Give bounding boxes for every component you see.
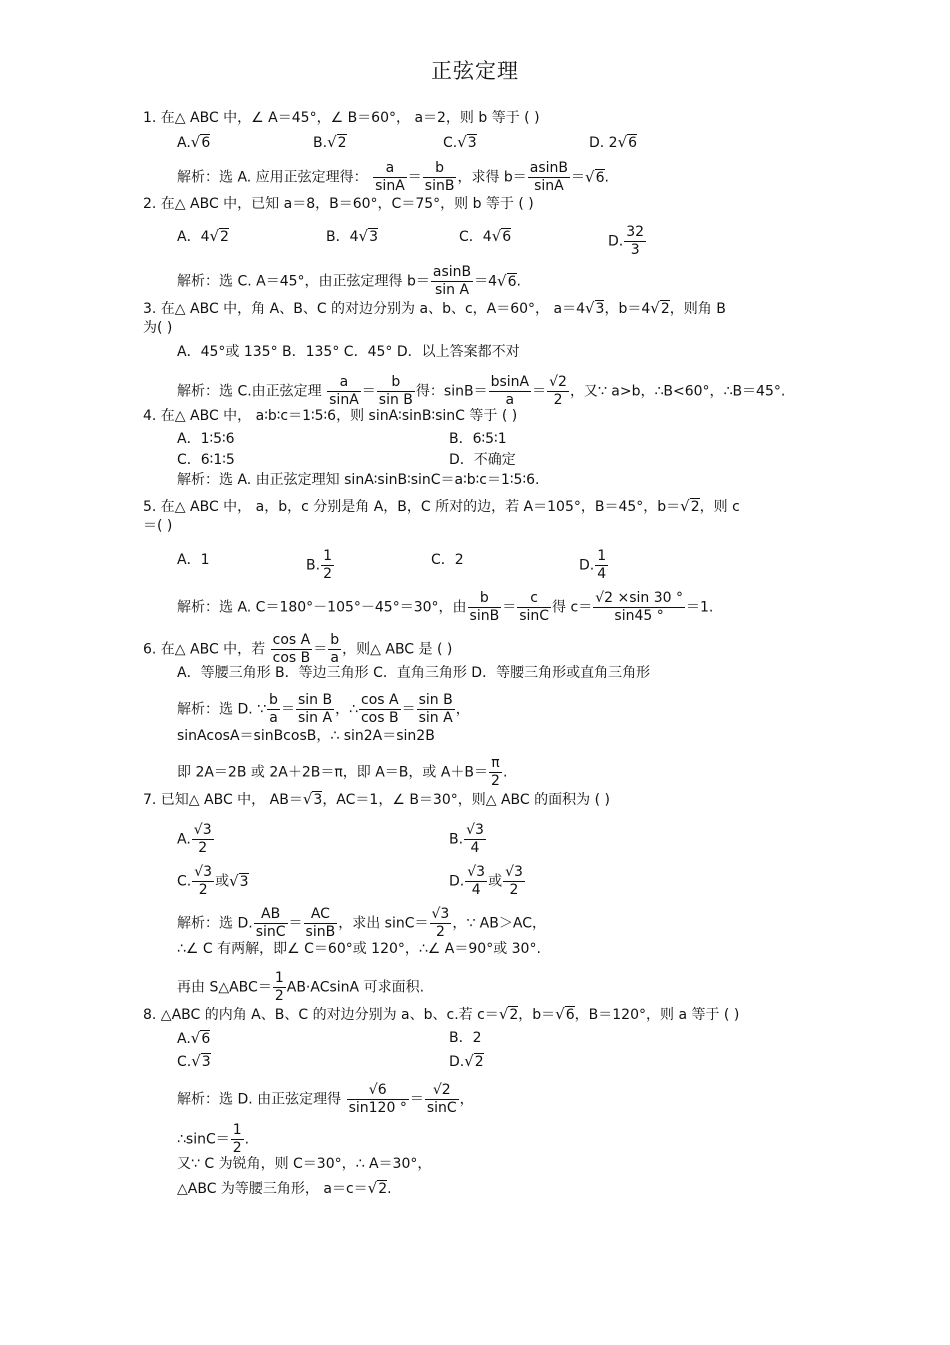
radicand: 6 [201,1031,211,1047]
fraction-numerator: 1 [274,970,284,986]
radical-sign-icon: √ [585,167,595,186]
square-root [209,226,228,247]
radical-sign-icon: √ [617,133,628,151]
fraction [192,822,214,857]
text-run: C．6∶1∶5 [177,452,235,468]
line [449,1028,482,1048]
fraction [254,906,288,941]
text-run: 4. 在△ ABC 中， a∶b∶c＝1∶5∶6，则 sinA∶sinB∶sinC 等于 ( ) [143,408,518,424]
radical-sign-icon: √ [229,871,239,890]
fraction-denominator: sinA [375,178,405,194]
fraction [465,864,487,899]
text-run: 8. △ABC 的内角 A、B、C 的对边分别为 a、b、c.若 c＝ [143,1007,499,1023]
text-run: 5. 在△ ABC 中， a，b，c 分别是角 A，B，C 所对的边，若 A＝105°，B＝45°，b＝ [143,499,681,515]
fraction [468,590,502,625]
radical-sign-icon: √ [497,271,507,290]
text-run: ＝ [532,383,547,400]
line [143,789,610,810]
fraction-denominator: sinC [519,608,550,624]
text-run: 解析：选 D. [177,915,253,932]
line [449,429,507,449]
text-run: ∴sinC＝ [177,1131,230,1148]
fraction [304,906,338,941]
text-run: C. [177,873,192,890]
line [143,1004,739,1025]
text-run: ＝ [280,701,295,718]
line [177,692,470,727]
fraction [528,160,570,195]
text-run: D. [449,1054,465,1070]
radical-sign-icon: √ [457,133,467,151]
radicand: 3 [467,135,477,151]
text-run: ＝ [288,915,303,932]
text-run: sinAcosA＝sinBcosB，∴ sin2A＝sin2B [177,728,435,744]
text-run: D. 2 [589,135,618,151]
fraction [503,864,525,899]
line [143,406,517,426]
line [449,1051,484,1072]
line [177,939,541,959]
line [177,450,235,470]
line [177,970,424,1005]
text-run: ＝ [409,1091,424,1108]
text-run: ，则角 B [669,301,726,317]
radical-sign-icon: √ [555,1005,565,1023]
text-run: A．1 [177,552,210,568]
square-root [555,1004,574,1025]
line [589,132,637,153]
line [177,160,609,195]
radicand: 2 [690,499,700,515]
line [177,264,521,299]
fraction-denominator: 2 [232,1140,242,1156]
text-run: B. [306,557,321,574]
radical-sign-icon: √ [498,1005,509,1023]
fraction-denominator: sinC [255,924,286,940]
text-run: ＝ [401,701,416,718]
fraction [267,692,280,727]
text-run: 或 [215,873,230,890]
text-run: 即 2A＝2B 或 2A＋2B＝π，即 A＝B，或 A＋B＝ [177,764,489,781]
square-root [229,871,248,892]
text-run: ＝ [361,383,376,400]
fraction-numerator: a [373,160,407,178]
square-root [303,789,322,810]
text-run: D. [449,873,465,890]
fraction-numerator: √3 [193,822,212,838]
text-run: 解析：选 C. A＝45°，由正弦定理得 b＝ [177,273,430,290]
fraction-numerator: √2 [425,1082,459,1100]
text-run: 1. 在△ ABC 中，∠ A＝45°，∠ B＝60°， a＝2，则 b 等于 ( ) [143,110,540,126]
square-root [191,1051,210,1072]
fraction-numerator: 1 [323,548,332,564]
fraction-numerator: b [330,632,340,648]
fraction-denominator: 2 [435,924,445,940]
line [143,496,740,517]
text-run: 得：sinB＝ [415,383,488,400]
fraction-denominator: a [505,392,515,408]
fraction [271,632,313,667]
line [177,663,650,683]
line [443,132,477,153]
text-run: A．45°或 135° B．135° C．45° D．以上答案都不对 [177,344,520,360]
text-run: D. [608,233,624,250]
text-run: 解析：选 A. 应用正弦定理得： [177,169,373,186]
radical-sign-icon: √ [680,497,690,515]
fraction-numerator: 1 [597,548,607,564]
line [459,226,511,247]
line [177,132,210,153]
line [143,632,452,667]
fraction-denominator: 3 [630,242,640,258]
fraction-numerator: √3 [194,864,213,880]
text-run: B．2 [449,1030,482,1046]
fraction-numerator: √3 [431,906,450,922]
text-run: ，∴ [335,701,358,718]
line [177,755,507,790]
text-run: ＝ [407,169,422,186]
text-run: B. [313,135,328,151]
text-run: ，∵ AB＞AC， [452,915,546,932]
fraction [347,1082,409,1117]
text-run: 7. 已知△ ABC 中， AB＝ [143,792,303,808]
line [177,726,435,746]
text-run: ，B＝120°，则 a 等于 ( ) [574,1007,740,1023]
fraction-numerator: a [327,374,361,392]
text-run: 又∵ C 为锐角，则 C＝30°，∴ A＝30°， [177,1156,432,1172]
fraction-denominator: 2 [323,566,332,582]
line [177,822,215,857]
fraction-denominator: a [330,650,339,666]
line [608,224,647,259]
text-run: ， [455,701,470,718]
fraction-denominator: 2 [198,840,208,856]
line [177,374,785,409]
fraction-numerator: √2 [549,374,567,390]
line [177,470,539,490]
fraction-denominator: 2 [491,773,500,789]
radicand: 6 [507,273,517,290]
text-run: B. [449,831,464,848]
fraction [377,374,415,409]
text-run: . [604,169,609,186]
radicand: 6 [201,135,211,151]
fraction [431,264,473,299]
radical-sign-icon: √ [327,133,337,151]
fraction [489,374,532,409]
text-run: A．等腰三角形 B．等边三角形 C．直角三角形 D．等腰三角形或直角三角形 [177,665,651,681]
line [143,108,540,128]
radicand: 6 [595,169,605,186]
square-root [191,1028,210,1049]
line [177,1028,210,1049]
fraction-numerator: sin B [297,692,333,708]
square-root [368,1178,387,1199]
text-run: 再由 S△ABC＝ [177,979,272,996]
fraction-denominator: 2 [553,392,563,408]
text-run: B．4 [326,229,359,245]
fraction-denominator: sin45 ° [614,608,664,624]
line [449,822,487,857]
fraction [417,692,455,727]
fraction-numerator: AB [254,906,288,924]
fraction-denominator: sinB [424,178,455,194]
radicand: 2 [660,301,670,317]
line [143,298,726,319]
fraction-denominator: sinB [469,608,500,624]
radical-sign-icon: √ [491,227,502,245]
fraction [547,374,569,409]
fraction [328,632,341,667]
radicand: 3 [239,873,249,890]
text-run: C．2 [431,552,464,568]
line [431,550,464,570]
text-run: B．6∶5∶1 [449,431,507,447]
text-run: 解析：选 A. C＝180°－105°－45°＝30°，由 [177,599,467,616]
fraction [273,970,286,1005]
fraction-numerator: √3 [467,864,486,880]
text-run: D. [579,557,595,574]
fraction-numerator: 32 [626,224,645,240]
text-run: ＝( ) [143,518,173,534]
text-run: ＝ [571,169,586,186]
text-run: . [387,1181,392,1197]
line [177,1154,431,1174]
page-title: 正弦定理 [431,59,519,83]
text-run: 解析：选 C.由正弦定理 [177,383,327,400]
line [177,226,229,247]
fraction-numerator: 1 [232,1122,242,1138]
fraction-denominator: sin A [418,710,453,726]
text-run: A．4 [177,229,210,245]
line [177,590,713,625]
fraction [359,692,401,727]
text-run: ＝ [502,599,517,616]
fraction-numerator: sin B [418,692,453,708]
fraction-denominator: 4 [471,882,481,898]
radical-sign-icon: √ [650,299,660,317]
fraction-denominator: 4 [597,566,607,582]
radical-sign-icon: √ [302,790,313,808]
square-root [457,132,476,153]
square-root [497,271,516,292]
radical-sign-icon: √ [209,227,220,245]
text-run: C．4 [459,229,492,245]
radicand: 3 [201,1054,211,1070]
fraction-denominator: cos B [272,650,311,666]
radicand: 6 [502,229,512,245]
line [177,1051,211,1072]
text-run: AB·ACsinA 可求面积. [286,979,425,996]
fraction-denominator: cos B [360,710,399,726]
radicand: 2 [337,135,347,151]
text-run: ，则△ ABC 是 ( ) [342,641,453,658]
fraction-denominator: sin120 ° [348,1100,407,1116]
text-run: 3. 在△ ABC 中，角 A、B、C 的对边分别为 a、b、c，A＝60°， a＝4 [143,301,585,317]
radicand: 2 [220,229,229,245]
fraction-numerator: asinB [529,160,569,176]
fraction [296,692,334,727]
square-root [464,1051,483,1072]
square-root [618,132,637,153]
line [143,194,534,214]
radicand: 6 [565,1007,575,1023]
fraction-denominator: sinA [534,178,564,194]
fraction-denominator: a [269,710,278,726]
text-run: ，则 c [699,499,740,515]
line [143,516,172,536]
text-run: A. [177,135,191,151]
text-run: △ABC 为等腰三角形， a＝c＝ [177,1181,368,1197]
line [177,864,249,899]
square-root [359,226,378,247]
line [326,226,378,247]
radicand: 3 [369,229,378,245]
radicand: 2 [509,1007,519,1023]
fraction-numerator: c [517,590,551,608]
fraction-numerator: AC [304,906,338,924]
text-run: C. [443,135,458,151]
fraction-denominator: sin A [297,710,333,726]
fraction-numerator: √2 ×sin 30 ° [595,590,683,606]
line [579,548,609,583]
text-run: A. [177,1031,191,1047]
text-run: A．1∶5∶6 [177,431,235,447]
text-run: 得 c＝ [552,599,593,616]
radical-sign-icon: √ [464,1052,474,1070]
line [177,550,209,570]
fraction-denominator: 2 [274,988,284,1004]
text-run: ，b＝4 [604,301,651,317]
text-run: 或 [488,873,503,890]
fraction [425,1082,459,1117]
line [177,906,546,941]
fraction [373,160,407,195]
text-run: ，求得 b＝ [457,169,527,186]
fraction-numerator: √6 [347,1082,409,1100]
line [177,1082,474,1117]
text-run: ，b＝ [518,1007,556,1023]
line [177,1178,392,1199]
radicand: 2 [474,1054,484,1070]
line [177,429,235,449]
fraction [595,548,608,583]
fraction [423,160,457,195]
radicand: 3 [595,301,605,317]
square-root [492,226,511,247]
line [143,318,172,338]
text-run: 2. 在△ ABC 中，已知 a＝8，B＝60°，C＝75°，则 b 等于 ( ) [143,196,534,212]
line [177,1122,249,1157]
fraction [231,1122,244,1157]
fraction [517,590,551,625]
text-run: . [516,273,521,290]
text-run: 解析：选 A. 由正弦定理知 sinA∶sinB∶sinC＝a∶b∶c＝1∶5∶6. [177,472,540,488]
square-root [191,132,210,153]
fraction [430,906,452,941]
text-run: 为( ) [143,320,173,336]
text-run: A. [177,831,191,848]
square-root [680,496,699,517]
fraction-numerator: π [489,755,502,773]
fraction-denominator: sinA [329,392,359,408]
fraction-numerator: √3 [466,822,484,838]
square-root [585,167,604,188]
fraction-numerator: asinB [432,264,472,280]
square-root [585,298,604,319]
square-root [327,132,346,153]
text-run: ＝4 [474,273,498,290]
line [313,132,347,153]
radicand: 3 [313,792,323,808]
radical-sign-icon: √ [358,227,369,245]
fraction-denominator: 2 [509,882,519,898]
fraction [624,224,646,259]
line [449,864,526,899]
fraction-denominator: sin B [378,392,413,408]
text-run: ＝1. [685,599,714,616]
text-run: 解析：选 D. 由正弦定理得 [177,1091,346,1108]
radicand: 2 [378,1181,388,1197]
line [306,548,335,583]
text-run: . [502,764,508,781]
radical-sign-icon: √ [191,1052,201,1070]
fraction-denominator: sin A [434,282,470,298]
fraction-denominator: 2 [198,882,208,898]
text-run: ＝ [313,641,328,658]
fraction [327,374,361,409]
text-run: ∴∠ C 有两解，即∠ C＝60°或 120°，∴∠ A＝90°或 30°. [177,941,541,957]
fraction-numerator: b [423,160,457,178]
radical-sign-icon: √ [367,1179,378,1197]
radical-sign-icon: √ [584,299,595,317]
fraction [321,548,334,583]
fraction-numerator: cos A [271,632,313,650]
radical-sign-icon: √ [190,133,201,151]
square-root [499,1004,518,1025]
radicand: 6 [628,135,638,151]
fraction-denominator: sinC [426,1100,457,1116]
line [449,450,516,470]
fraction-numerator: √3 [505,864,523,880]
text-run: C. [177,1054,192,1070]
fraction [192,864,214,899]
text-run: D．不确定 [449,452,516,468]
fraction [464,822,486,857]
text-run: ，求出 sinC＝ [338,915,429,932]
fraction-numerator: b [377,374,415,392]
fraction-numerator: b [269,692,278,708]
fraction-numerator: bsinA [490,374,530,390]
text-run: 6. 在△ ABC 中，若 [143,641,270,658]
text-run: ，又∵ a>b，∴B<60°，∴B＝45°. [569,383,786,400]
text-run: ， [459,1091,474,1108]
text-run: . [244,1131,250,1148]
fraction-denominator: sinB [305,924,336,940]
fraction-numerator: cos A [359,692,401,710]
line [177,342,520,362]
fraction-numerator: b [468,590,502,608]
fraction [489,755,502,790]
radical-sign-icon: √ [190,1029,201,1047]
fraction-denominator: 4 [470,840,480,856]
fraction [593,590,685,625]
text-run: 解析：选 D. ∵ [177,701,267,718]
square-root [650,298,669,319]
text-run: ，AC＝1，∠ B＝30°，则△ ABC 的面积为 ( ) [322,792,610,808]
